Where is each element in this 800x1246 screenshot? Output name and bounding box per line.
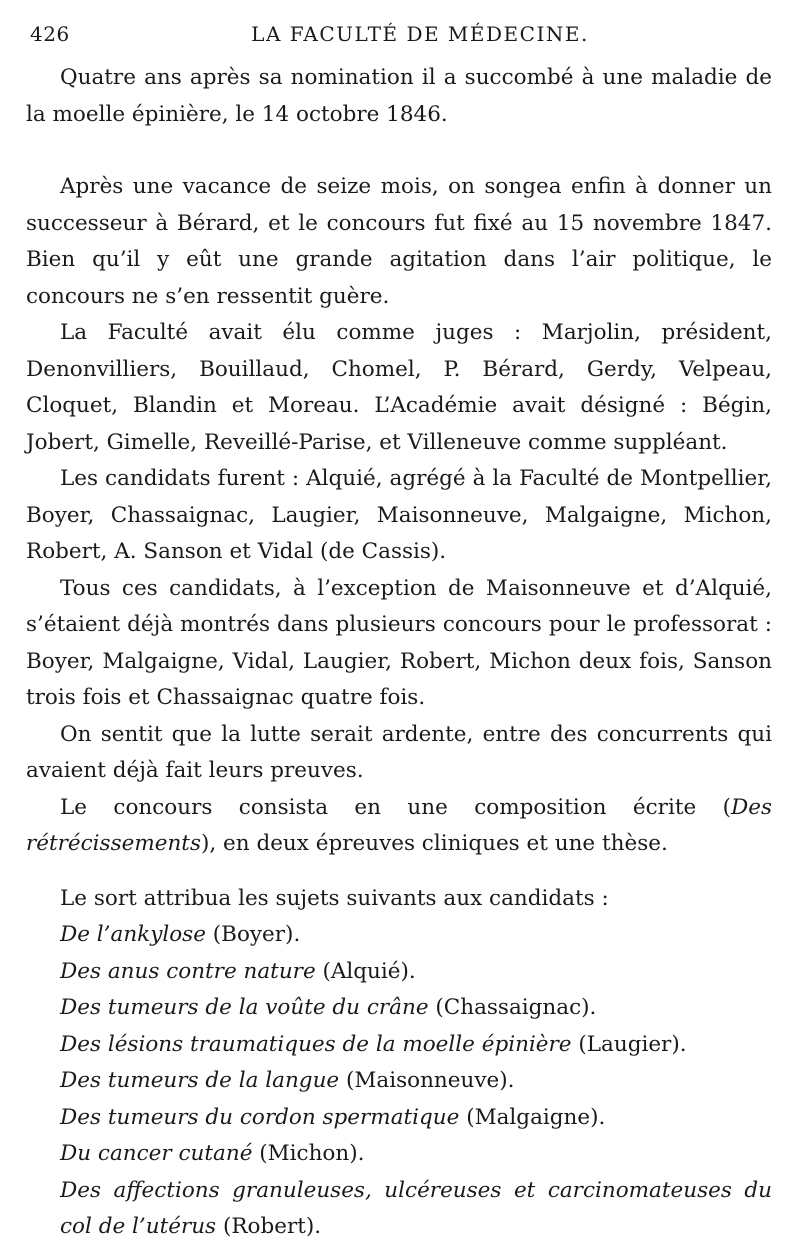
page-header xyxy=(26,22,774,52)
contest-format-text-after: ), en deux épreuves cliniques et une thèse. xyxy=(200,831,668,856)
subject-title: Des anus contre nature xyxy=(60,958,316,984)
subject-list-item xyxy=(26,990,772,1027)
section-gap xyxy=(26,133,772,169)
subject-list xyxy=(26,917,772,1246)
subject-title: De l’ankylose xyxy=(60,922,206,947)
subject-title: Des lésions traumatiques de la moelle épinière xyxy=(60,1031,572,1057)
subject-candidate: (Michon). xyxy=(252,1141,365,1166)
subject-list-item xyxy=(26,1136,772,1173)
written-composition-title: Des rétrécissements xyxy=(26,794,772,856)
subject-list-item xyxy=(26,1100,772,1137)
subject-list-item xyxy=(26,917,772,954)
page-number: 426 xyxy=(30,22,70,46)
body-text xyxy=(26,60,772,1246)
subject-title: Des affections granuleuses, ulcéreuses et carcinomateuses du col de l’utérus xyxy=(60,1177,772,1239)
subject-candidate: (Chassaignac). xyxy=(428,995,597,1020)
subject-list-item xyxy=(26,1027,772,1064)
subject-candidate: (Robert). xyxy=(216,1214,322,1239)
paragraph-subjects-intro: Le sort attribua les sujets suivants aux candidats : xyxy=(60,885,609,911)
paragraph-contest-format xyxy=(26,790,772,863)
subject-list-item xyxy=(26,1063,772,1100)
subject-candidate: (Alquié). xyxy=(315,958,416,984)
subject-list-item xyxy=(26,1173,772,1246)
running-head: LA FACULTÉ DE MÉDECINE. xyxy=(251,22,589,46)
paragraph-candidates: Les candidats furent : Alquié, agrégé à la Faculté de Montpellier, Boyer, Chassaignac, Laugier, Maisonneuve, Malgaigne, Michon, Robert, A. Sanson et Vidal (de Cassis). xyxy=(26,466,772,564)
paragraph-judges: La Faculté avait élu comme juges : Marjolin, président, Denonvilliers, Bouillaud, Chomel, P. Bérard, Gerdy, Velpeau, Cloquet, Blandin et Moreau. L’Académie avait désigné : Bégin, Jobert, Gimelle, Reveillé-Parise, et Villeneuve comme suppléant. xyxy=(26,320,772,455)
subject-candidate: (Laugier). xyxy=(571,1031,687,1057)
contest-format-text-before: Le concours consista en une composition écrite ( xyxy=(60,794,731,820)
paragraph-death: Quatre ans après sa nomination il a succombé à une maladie de la moelle épinière, le 14 octobre 1846. xyxy=(26,65,772,127)
paragraph-vacancy: Après une vacance de seize mois, on songea enfin à donner un successeur à Bérard, et le concours fut fixé au 15 novembre 1847. Bien qu’il y eût une grande agitation dans l’air politique, le concours ne s’en ressentit guère. xyxy=(26,174,772,309)
subject-title: Des tumeurs du cordon spermatique xyxy=(60,1104,460,1130)
paragraph-struggle: On sentit que la lutte serait ardente, entre des concurrents qui avaient déjà fait leurs preuves. xyxy=(26,721,772,783)
subject-candidate: (Maisonneuve). xyxy=(339,1068,515,1093)
section-gap xyxy=(26,863,772,881)
subject-list-item xyxy=(26,954,772,991)
paragraph-previous-contests: Tous ces candidats, à l’exception de Maisonneuve et d’Alquié, s’étaient déjà montrés dans plusieurs concours pour le professorat : Boyer, Malgaigne, Vidal, Laugier, Robert, Michon deux fois, Sanson trois fois et Chassaignac quatre fois. xyxy=(26,575,772,710)
subject-candidate: (Malgaigne). xyxy=(459,1104,606,1130)
subject-title: Des tumeurs de la voûte du crâne xyxy=(60,995,429,1020)
subject-title: Des tumeurs de la langue xyxy=(60,1068,340,1093)
subject-candidate: (Boyer). xyxy=(205,922,301,947)
subject-title: Du cancer cutané xyxy=(60,1141,253,1166)
